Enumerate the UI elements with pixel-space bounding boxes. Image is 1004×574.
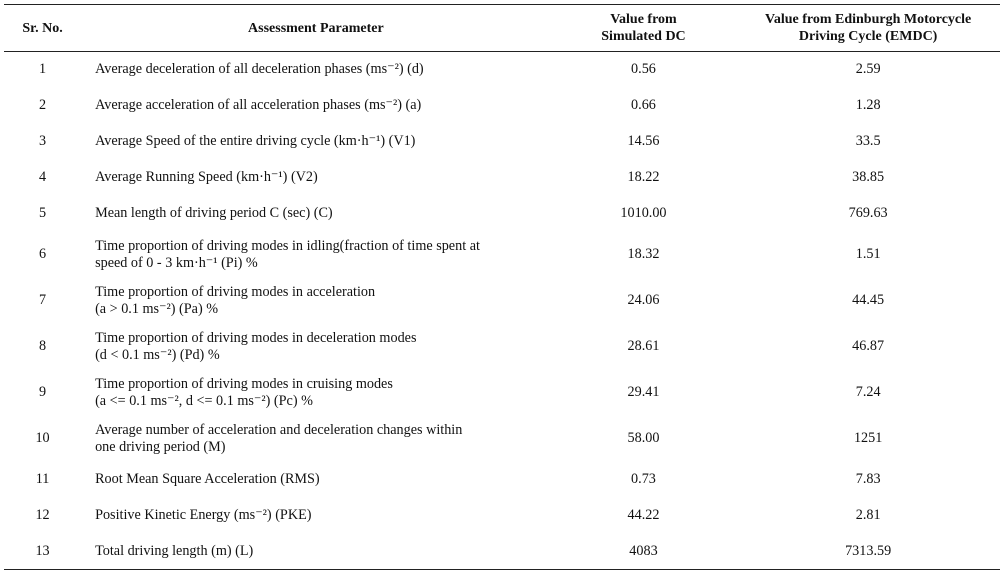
cell-emdc-value: 1.51 [855,246,881,262]
cell-simulated-value: 18.22 [627,169,660,185]
header-emdc-line2: Driving Cycle (EMDC) [798,29,938,44]
header-sr-no: Sr. No. [4,5,81,52]
cell-simulated-value: 0.66 [631,97,656,113]
header-emdc-line1: Value from Edinburgh Motorcycle [765,12,972,27]
parameter-line1: Time proportion of driving modes in idling(fraction of time spent at [95,237,480,254]
cell-simulated-value: 44.22 [627,507,660,523]
table-row [4,534,1000,570]
cell-simulated-value: 14.56 [627,133,660,149]
parameter-line1: Time proportion of driving modes in deceleration modes [95,329,417,346]
cell-simulated-value: 1010.00 [620,205,667,221]
parameter-line2: (a > 0.1 ms⁻²) (Pa) % [95,300,219,317]
cell-parameter [81,52,551,88]
cell-simulated-value: 29.41 [627,384,660,400]
cell-sr-no: 11 [35,471,50,487]
header-row [4,5,1000,52]
cell-parameter [81,160,551,196]
cell-parameter [81,324,551,370]
cell-sr-no: 6 [38,246,47,262]
parameter-line1: Average deceleration of all deceleration phases (ms⁻²) (d) [95,61,424,78]
table-row [4,124,1000,160]
table-row [4,278,1000,324]
parameter-line2: (a <= 0.1 ms⁻², d <= 0.1 ms⁻²) (Pc) % [95,392,313,409]
cell-simulated-value: 0.56 [631,61,656,78]
parameter-line1: Average number of acceleration and deceleration changes within [95,421,463,438]
table-row [4,232,1000,278]
parameter-line1: Total driving length (m) (L) [95,542,254,559]
cell-sr-no: 8 [38,338,47,354]
cell-emdc-value: 2.59 [855,61,881,78]
cell-parameter [81,498,551,534]
cell-sr-no: 2 [38,97,47,113]
cell-sr-no: 5 [38,205,47,221]
cell-emdc-value: 7.24 [855,384,881,400]
parameter-line1: Time proportion of driving modes in cruising modes [95,375,393,392]
cell-sr-no: 1 [38,61,47,78]
cell-simulated-value: 24.06 [627,292,660,308]
header-simulated-dc [551,5,737,52]
header-simulated-dc-line2: Simulated DC [601,29,686,44]
cell-emdc-value: 7.83 [855,471,881,487]
cell-sr-no: 10 [35,430,50,446]
cell-simulated-value: 58.00 [627,430,660,446]
cell-sr-no: 9 [38,384,47,400]
cell-simulated-value: 28.61 [627,338,660,354]
parameter-line2: one driving period (M) [95,438,226,455]
cell-simulated-value: 18.32 [627,246,660,262]
parameter-line1: Average acceleration of all acceleration phases (ms⁻²) (a) [95,97,422,113]
cell-simulated-value: 4083 [551,534,737,570]
cell-parameter [81,416,551,462]
table-row [4,416,1000,462]
header-emdc [736,5,1000,52]
cell-parameter [81,534,551,570]
cell-parameter [81,124,551,160]
assessment-table [4,4,1000,570]
table-row [4,498,1000,534]
table-row [4,88,1000,124]
cell-emdc-value: 2.81 [855,507,881,523]
cell-sr-no: 3 [38,133,47,149]
cell-emdc-value: 38.85 [852,169,885,185]
cell-emdc-value: 769.63 [848,205,888,221]
parameter-line1: Average Running Speed (km·h⁻¹) (V2) [95,169,318,185]
parameter-line1: Positive Kinetic Energy (ms⁻²) (PKE) [95,507,312,523]
table-row [4,370,1000,416]
cell-emdc-value: 46.87 [852,338,885,354]
table-row [4,196,1000,232]
cell-simulated-value: 0.73 [631,471,656,487]
cell-emdc-value: 33.5 [855,133,881,149]
cell-emdc-value: 1.28 [855,97,881,113]
parameter-line1: Time proportion of driving modes in acceleration [95,283,376,300]
parameter-line2: (d < 0.1 ms⁻²) (Pd) % [95,346,220,363]
cell-parameter [81,88,551,124]
cell-parameter [81,196,551,232]
cell-emdc-value: 1251 [853,430,883,446]
cell-sr-no: 12 [35,507,50,523]
parameter-line2: speed of 0 - 3 km·h⁻¹ (Pi) % [95,254,258,271]
header-simulated-dc-line1: Value from [610,12,677,27]
cell-emdc-value: 44.45 [852,292,885,308]
cell-sr-no: 13 [4,534,81,570]
table-body [4,52,1000,570]
parameter-line1: Average Speed of the entire driving cycle (km·h⁻¹) (V1) [95,133,416,149]
header-assessment-parameter: Assessment Parameter [81,5,551,52]
table-header [4,5,1000,52]
cell-parameter [81,232,551,278]
table-row [4,462,1000,498]
table-row [4,52,1000,88]
cell-parameter [81,278,551,324]
cell-parameter [81,370,551,416]
cell-emdc-value: 7313.59 [736,534,1000,570]
cell-sr-no: 7 [38,292,47,308]
parameter-line1: Root Mean Square Acceleration (RMS) [95,471,320,487]
table-row [4,160,1000,196]
cell-parameter [81,462,551,498]
parameter-line1: Mean length of driving period C (sec) (C) [95,205,333,221]
table-row [4,324,1000,370]
cell-sr-no: 4 [38,169,47,185]
